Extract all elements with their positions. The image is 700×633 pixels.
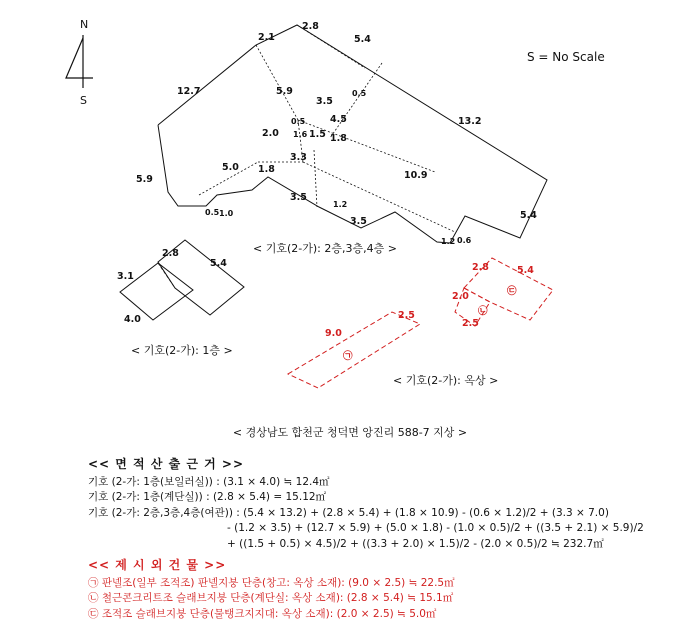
dim-label: 5.4 bbox=[517, 265, 534, 276]
dim-label: 2.5 bbox=[398, 310, 415, 321]
dim-label: 0.6 bbox=[457, 236, 472, 245]
area-header: << 면 적 산 출 근 거 >> bbox=[88, 457, 245, 471]
dim-label: 13.2 bbox=[458, 116, 482, 127]
dim-label: 1.0 bbox=[219, 209, 234, 218]
excluded-line: ㉠ 판넬조(일부 조적조) 판넬지붕 단층(창고: 옥상 소재): (9.0 × 2.5) ≒ 22.5㎡ bbox=[88, 576, 455, 589]
excluded-line: ㉡ 철근콘크리트조 슬래브지붕 단층(계단실: 옥상 소재): (2.8 × 5.4) ≒ 15.1㎡ bbox=[88, 592, 454, 604]
dim-label: 3.1 bbox=[117, 271, 134, 282]
dim-label: 5.0 bbox=[222, 162, 239, 173]
dim-label: 5.9 bbox=[136, 174, 153, 185]
dim-label: 2.0 bbox=[452, 291, 469, 302]
dim-label: 2.8 bbox=[162, 248, 179, 259]
dim-label: 2.5 bbox=[462, 318, 479, 329]
area-line: - (1.2 × 3.5) + (12.7 × 5.9) + (5.0 × 1.8) - (1.0 × 0.5)/2 + ((3.5 + 2.1) × 5.9)/2 bbox=[227, 522, 644, 534]
excluded-line: ㉢ 조적조 슬래브지붕 단층(물탱크지지대: 옥상 소재): (2.0 × 2.5) ≒ 5.0㎡ bbox=[88, 607, 437, 620]
dim-label: 0.5 bbox=[352, 89, 367, 98]
dim-label: 4.5 bbox=[330, 114, 347, 125]
dim-label: 3.3 bbox=[290, 152, 307, 163]
dim-label: 3.5 bbox=[350, 216, 367, 227]
dim-label: 9.0 bbox=[325, 328, 342, 339]
dim-label: 2.8 bbox=[472, 262, 489, 273]
area-line: 기호 (2-가: 1층(보일러실)) : (3.1 × 4.0) ≒ 12.4㎡ bbox=[88, 475, 330, 488]
dim-label: 2.8 bbox=[302, 21, 319, 32]
main-dimension-labels bbox=[136, 21, 537, 246]
dim-label: 12.7 bbox=[177, 86, 201, 97]
dim-label: 3.5 bbox=[316, 96, 333, 107]
dim-label: 1.5 bbox=[309, 129, 326, 140]
north-arrow-icon bbox=[66, 18, 93, 107]
area-line: 기호 (2-가: 1층(계단실)) : (2.8 × 5.4) = 15.12㎡ bbox=[88, 491, 327, 503]
dim-label: 0.5 bbox=[291, 117, 306, 126]
dim-label: 5.9 bbox=[276, 86, 293, 97]
dim-label: 1.6 bbox=[293, 130, 308, 139]
dim-label: 5.4 bbox=[210, 258, 227, 269]
marker-label: ㉡ bbox=[478, 306, 488, 317]
roof-structures bbox=[288, 258, 553, 388]
scale-note: S = No Scale bbox=[527, 50, 605, 64]
first-floor-caption: < 기호(2-가): 1층 > bbox=[131, 344, 233, 357]
address-label: < 경상남도 합천군 청덕면 앙진리 588-7 지상 > bbox=[232, 426, 468, 439]
dim-label: 1.2 bbox=[333, 200, 348, 209]
north-label: N bbox=[80, 18, 89, 31]
area-line: 기호 (2-가: 2층,3층,4층(여관)) : (5.4 × 13.2) + (2.8 × 5.4) + (1.8 × 10.9) - (0.6 × 1.2)/2 + (3.3 × 7.0) bbox=[88, 506, 609, 519]
dim-label: 4.0 bbox=[124, 314, 141, 325]
dim-label: 5.4 bbox=[520, 210, 537, 221]
dim-label: 2.1 bbox=[258, 32, 275, 43]
dim-label: 3.5 bbox=[290, 192, 307, 203]
dim-label: 1.8 bbox=[258, 164, 275, 175]
dim-label: 10.9 bbox=[404, 170, 428, 181]
area-calculation-block bbox=[88, 457, 688, 622]
dim-label: 1.2 bbox=[441, 237, 456, 246]
marker-label: ㉠ bbox=[343, 351, 353, 362]
roof-caption: < 기호(2-가): 옥상 > bbox=[393, 374, 499, 387]
dim-label: 0.5 bbox=[205, 208, 220, 217]
area-line: + ((1.5 + 0.5) × 4.5)/2 + ((3.3 + 2.0) × 1.5)/2 - (2.0 × 0.5)/2 ≒ 232.7㎡ bbox=[227, 537, 604, 550]
excluded-header: << 제 시 외 건 물 >> bbox=[88, 558, 227, 572]
dim-label: 5.4 bbox=[354, 34, 371, 45]
south-label: S bbox=[80, 94, 87, 107]
dim-label: 2.0 bbox=[262, 128, 279, 139]
marker-label: ㉢ bbox=[507, 286, 517, 297]
first-floor-outline bbox=[117, 240, 244, 325]
dim-label: 1.8 bbox=[330, 133, 347, 144]
main-building-caption: < 기호(2-가): 2층,3층,4층 > bbox=[253, 242, 397, 255]
